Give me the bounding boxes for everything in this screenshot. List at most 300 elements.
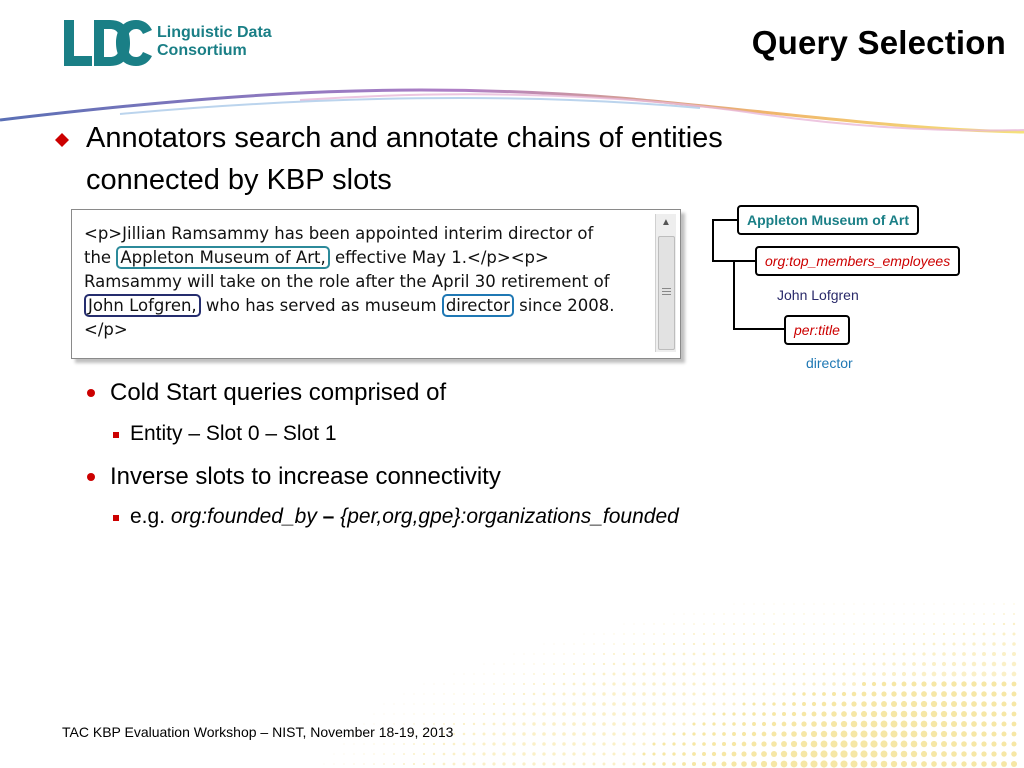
doc-line xyxy=(84,222,644,246)
decor-dot xyxy=(870,730,877,737)
decor-dot xyxy=(693,613,694,614)
doc-text-span: the xyxy=(84,248,117,267)
decor-dot xyxy=(893,643,895,645)
decor-dot xyxy=(723,683,726,686)
decor-dot xyxy=(901,711,908,718)
decor-dot xyxy=(533,703,536,706)
decor-dot xyxy=(743,633,745,635)
decor-dot xyxy=(543,683,545,685)
decor-dot xyxy=(662,712,665,715)
decor-dot xyxy=(972,642,975,645)
decor-dot xyxy=(743,663,746,666)
decor-dot xyxy=(642,752,645,755)
decor-dot xyxy=(733,633,735,635)
decor-dot xyxy=(683,653,686,656)
decor-dot xyxy=(803,683,806,686)
decor-dot xyxy=(853,623,854,624)
decor-dot xyxy=(503,713,506,716)
decor-dot xyxy=(901,701,907,707)
decor-dot xyxy=(843,633,845,635)
decor-dot xyxy=(523,693,525,695)
decor-dot xyxy=(692,702,695,705)
decor-dot xyxy=(692,682,695,685)
decor-dot xyxy=(931,731,937,737)
decor-dot xyxy=(573,663,575,665)
decor-dot xyxy=(991,681,996,686)
decor-dot xyxy=(742,722,746,726)
decor-dot xyxy=(792,722,797,727)
bullet-entity-slots: Entity – Slot 0 – Slot 1 xyxy=(130,422,337,445)
decor-dot xyxy=(632,722,635,725)
decor-dot xyxy=(783,613,784,614)
decor-dot xyxy=(813,633,815,635)
decor-dot xyxy=(642,692,645,695)
decor-dot xyxy=(802,702,806,706)
decor-dot xyxy=(762,712,766,716)
decor-dot xyxy=(454,674,455,675)
decor-dot xyxy=(553,693,556,696)
scrollbar-thumb[interactable] xyxy=(658,236,675,350)
decor-dot xyxy=(723,663,726,666)
decor-dot xyxy=(892,662,895,665)
decor-dot xyxy=(383,763,385,765)
decor-dot xyxy=(653,643,655,645)
scroll-up-arrow-icon[interactable]: ▲ xyxy=(661,217,671,228)
decor-dot xyxy=(823,603,824,604)
decor-dot xyxy=(972,652,976,656)
decor-dot xyxy=(913,643,915,645)
decor-dot xyxy=(733,683,736,686)
round-bullet-icon xyxy=(87,389,95,397)
decor-dot xyxy=(512,742,515,745)
decor-dot xyxy=(933,623,935,625)
decor-dot xyxy=(643,633,644,634)
decor-dot xyxy=(843,643,845,645)
decor-dot xyxy=(741,751,746,756)
decor-dot xyxy=(472,752,475,755)
tree-connector xyxy=(712,219,714,262)
decor-dot xyxy=(433,713,434,714)
decor-dot xyxy=(692,692,695,695)
decor-dot xyxy=(703,633,705,635)
decor-dot xyxy=(993,613,995,615)
decor-dot xyxy=(762,702,765,705)
decor-dot xyxy=(921,681,926,686)
decor-dot xyxy=(993,603,994,604)
decor-dot xyxy=(781,751,787,757)
decor-dot xyxy=(693,643,695,645)
decor-dot xyxy=(703,653,706,656)
decor-dot xyxy=(923,623,925,625)
decor-dot xyxy=(982,642,985,645)
decor-dot xyxy=(931,711,937,717)
decor-dot xyxy=(513,673,514,674)
decor-dot xyxy=(850,750,857,757)
decor-dot xyxy=(424,684,425,685)
decor-dot xyxy=(423,713,424,714)
decor-dot xyxy=(931,761,937,767)
decor-dot xyxy=(513,693,515,695)
decor-dot xyxy=(642,682,645,685)
decor-dot xyxy=(632,682,635,685)
decor-dot xyxy=(853,643,855,645)
decor-dot xyxy=(453,763,456,766)
decor-dot xyxy=(552,732,556,736)
decor-dot xyxy=(473,683,474,684)
decor-dot xyxy=(712,732,715,735)
decor-dot xyxy=(713,703,716,706)
decor-dot xyxy=(1001,751,1006,756)
decor-dot xyxy=(344,744,345,745)
decor-dot xyxy=(741,761,747,767)
decor-dot xyxy=(512,752,515,755)
decor-dot xyxy=(883,613,884,614)
decor-dot xyxy=(981,751,986,756)
decor-dot xyxy=(592,732,595,735)
decor-dot xyxy=(981,741,986,746)
decor-dot xyxy=(543,653,544,654)
decor-dot xyxy=(844,604,845,605)
decor-dot xyxy=(963,633,965,635)
decor-dot xyxy=(981,761,987,767)
decor-dot xyxy=(582,732,586,736)
decor-dot xyxy=(513,683,515,685)
decor-dot xyxy=(782,712,786,716)
decor-dot xyxy=(522,722,525,725)
vertical-scrollbar[interactable] xyxy=(655,214,676,352)
decor-dot xyxy=(502,762,505,765)
decor-dot xyxy=(813,663,815,665)
decor-dot xyxy=(723,643,725,645)
decor-dot xyxy=(683,623,684,624)
decor-dot xyxy=(871,691,876,696)
decor-dot xyxy=(713,693,716,696)
decor-dot xyxy=(424,694,425,695)
decor-dot xyxy=(802,712,807,717)
decor-dot xyxy=(733,703,736,706)
decor-dot xyxy=(1012,692,1017,697)
decor-dot xyxy=(543,673,545,675)
decor-dot xyxy=(932,662,936,666)
decor-dot xyxy=(903,623,904,624)
decor-dot xyxy=(672,762,676,766)
decor-dot xyxy=(951,701,957,707)
decor-dot xyxy=(592,722,596,726)
decor-dot xyxy=(873,633,875,635)
decor-dot xyxy=(602,722,606,726)
decor-dot xyxy=(522,712,525,715)
decor-dot xyxy=(492,732,495,735)
decor-dot xyxy=(941,721,947,727)
document-text xyxy=(84,222,644,342)
decor-dot xyxy=(893,613,894,614)
decor-dot xyxy=(763,663,765,665)
decor-dot xyxy=(603,653,605,655)
decor-dot xyxy=(592,712,596,716)
decor-dot xyxy=(893,623,894,624)
decor-dot xyxy=(753,613,754,614)
decor-dot xyxy=(433,703,434,704)
decor-dot xyxy=(733,643,735,645)
decor-dot xyxy=(833,623,835,625)
decor-dot xyxy=(791,761,798,768)
decor-dot xyxy=(823,653,825,655)
decor-dot xyxy=(434,684,435,685)
decor-dot xyxy=(944,604,945,605)
decor-dot xyxy=(692,672,695,675)
decor-dot xyxy=(374,714,375,715)
doc-line xyxy=(84,294,644,318)
decor-dot xyxy=(840,760,847,767)
decor-dot xyxy=(683,663,686,666)
decor-dot xyxy=(772,732,777,737)
decor-dot xyxy=(583,673,586,676)
decor-dot xyxy=(830,760,837,767)
decor-dot xyxy=(763,683,766,686)
decor-dot xyxy=(993,633,996,636)
decor-dot xyxy=(532,762,535,765)
doc-text-span: effective May 1.</p><p> xyxy=(329,248,549,267)
decor-dot xyxy=(483,723,486,726)
decor-dot xyxy=(663,663,666,666)
decor-dot xyxy=(901,751,908,758)
decor-dot xyxy=(893,633,895,635)
decor-dot xyxy=(992,672,997,677)
decor-dot xyxy=(732,742,736,746)
decor-dot xyxy=(623,663,626,666)
decor-dot xyxy=(582,712,586,716)
decor-dot xyxy=(413,713,414,714)
decor-dot xyxy=(881,711,887,717)
decor-dot xyxy=(961,681,966,686)
example-dash: – xyxy=(316,505,341,528)
decor-dot xyxy=(743,693,746,696)
decor-dot xyxy=(334,764,335,765)
decor-dot xyxy=(523,663,524,664)
decor-dot xyxy=(983,623,985,625)
decor-dot xyxy=(973,603,974,604)
decor-dot xyxy=(573,763,576,766)
decor-dot xyxy=(871,761,878,768)
decor-dot xyxy=(913,633,915,635)
decor-dot xyxy=(932,672,937,677)
decor-dot xyxy=(883,643,885,645)
decor-dot xyxy=(673,633,675,635)
decor-dot xyxy=(393,753,395,755)
decor-dot xyxy=(702,732,705,735)
decor-dot xyxy=(942,672,947,677)
decor-dot xyxy=(901,721,908,728)
decor-dot xyxy=(943,613,944,614)
decor-dot xyxy=(693,623,695,625)
decor-dot xyxy=(911,681,916,686)
decor-dot xyxy=(961,741,967,747)
decor-dot xyxy=(1013,623,1015,625)
decor-dot xyxy=(854,604,855,605)
decor-dot xyxy=(752,742,757,747)
decor-dot xyxy=(971,691,977,697)
decor-dot xyxy=(1002,652,1006,656)
decor-dot xyxy=(833,603,834,604)
grip-icon xyxy=(662,287,671,297)
decor-dot xyxy=(563,683,566,686)
decor-dot xyxy=(512,722,515,725)
decor-dot xyxy=(863,613,864,614)
decor-dot xyxy=(522,732,525,735)
decor-dot xyxy=(841,711,847,717)
decor-dot xyxy=(603,633,604,634)
decor-dot xyxy=(612,702,616,706)
decor-dot xyxy=(573,653,574,654)
decor-dot xyxy=(862,692,867,697)
decor-dot xyxy=(963,613,964,614)
decor-dot xyxy=(782,722,787,727)
decor-dot xyxy=(941,691,947,697)
decor-dot xyxy=(731,761,736,766)
decor-dot xyxy=(884,604,885,605)
decor-dot xyxy=(953,643,956,646)
decor-dot xyxy=(951,751,957,757)
decor-dot xyxy=(453,693,454,694)
decor-dot xyxy=(552,702,555,705)
decor-dot xyxy=(712,712,715,715)
decor-dot xyxy=(813,603,814,604)
decor-dot xyxy=(373,743,374,744)
decor-dot xyxy=(842,672,845,675)
decor-dot xyxy=(773,643,775,645)
decor-dot xyxy=(934,604,935,605)
decor-dot xyxy=(632,732,635,735)
decor-dot xyxy=(433,743,435,745)
decor-dot xyxy=(762,732,767,737)
decor-dot xyxy=(850,760,857,767)
decor-dot xyxy=(623,633,624,634)
decor-dot xyxy=(830,750,837,757)
decor-dot xyxy=(512,732,515,735)
decor-dot xyxy=(882,672,886,676)
decor-dot xyxy=(821,741,828,748)
document-text-box[interactable] xyxy=(71,209,681,359)
decor-dot xyxy=(772,722,776,726)
decor-dot xyxy=(613,633,614,634)
decor-dot xyxy=(952,672,957,677)
decor-dot xyxy=(933,633,935,635)
decor-dot xyxy=(933,643,936,646)
decor-dot xyxy=(692,712,695,715)
decor-dot xyxy=(734,604,735,605)
decor-dot xyxy=(860,750,867,757)
decor-dot xyxy=(672,672,675,675)
decor-dot xyxy=(793,673,796,676)
decor-dot xyxy=(514,654,515,655)
decor-dot xyxy=(921,751,927,757)
decor-dot xyxy=(652,722,655,725)
decor-dot xyxy=(643,643,645,645)
decor-dot xyxy=(853,633,855,635)
decor-dot xyxy=(881,751,888,758)
decor-dot xyxy=(502,732,505,735)
decor-dot xyxy=(542,702,545,705)
decor-dot xyxy=(503,693,505,695)
decor-dot xyxy=(492,752,495,755)
decor-dot xyxy=(542,732,546,736)
decor-dot xyxy=(533,673,535,675)
decor-dot xyxy=(553,663,555,665)
decor-dot xyxy=(862,672,865,675)
decor-dot xyxy=(582,752,585,755)
decor-dot xyxy=(800,760,807,767)
decor-dot xyxy=(722,752,727,757)
decor-dot xyxy=(473,723,475,725)
decor-dot xyxy=(773,683,776,686)
decor-dot xyxy=(1002,642,1005,645)
decor-dot xyxy=(761,761,767,767)
decor-dot xyxy=(903,633,905,635)
decor-dot xyxy=(592,682,595,685)
decor-dot xyxy=(1012,722,1017,727)
decor-dot xyxy=(463,683,464,684)
decor-dot xyxy=(603,663,605,665)
decor-dot xyxy=(623,673,626,676)
decor-dot xyxy=(971,711,977,717)
decor-dot xyxy=(633,653,635,655)
decor-dot xyxy=(931,691,937,697)
decor-dot xyxy=(384,704,385,705)
decor-dot xyxy=(493,683,494,684)
decor-dot xyxy=(951,691,957,697)
decor-dot xyxy=(533,663,534,664)
decor-dot xyxy=(354,744,355,745)
decor-dot xyxy=(864,604,865,605)
decor-dot xyxy=(612,732,615,735)
decor-dot xyxy=(931,741,937,747)
decor-dot xyxy=(751,761,757,767)
bullet-inverse-slots: Inverse slots to increase connectivity xyxy=(110,463,501,490)
doc-text-span: Ramsammy will take on the role after the April 30 retirement of xyxy=(84,272,610,291)
decor-dot xyxy=(744,604,745,605)
decor-dot xyxy=(831,731,838,738)
decor-dot xyxy=(862,682,866,686)
decor-dot xyxy=(961,711,967,717)
decor-dot xyxy=(881,701,887,707)
decor-dot xyxy=(652,712,655,715)
decor-dot xyxy=(832,692,836,696)
decor-dot xyxy=(792,692,795,695)
decor-dot xyxy=(453,713,455,715)
decor-dot xyxy=(753,643,755,645)
decor-dot xyxy=(801,741,807,747)
decor-dot xyxy=(602,742,605,745)
decor-dot xyxy=(1001,701,1006,706)
decor-dot xyxy=(1012,732,1017,737)
decor-dot xyxy=(602,682,605,685)
decor-dot xyxy=(463,743,466,746)
decor-dot xyxy=(623,643,625,645)
decor-dot xyxy=(602,702,606,706)
decor-dot xyxy=(703,623,705,625)
decor-dot xyxy=(812,712,817,717)
decor-dot xyxy=(961,751,966,756)
decor-dot xyxy=(803,603,804,604)
decor-dot xyxy=(662,702,665,705)
decor-dot xyxy=(743,613,744,614)
decor-dot xyxy=(963,623,965,625)
decor-dot xyxy=(812,682,815,685)
decor-dot xyxy=(433,763,436,766)
decor-dot xyxy=(622,712,626,716)
decor-dot xyxy=(722,722,725,725)
example-slot: org:founded_by xyxy=(170,505,317,528)
